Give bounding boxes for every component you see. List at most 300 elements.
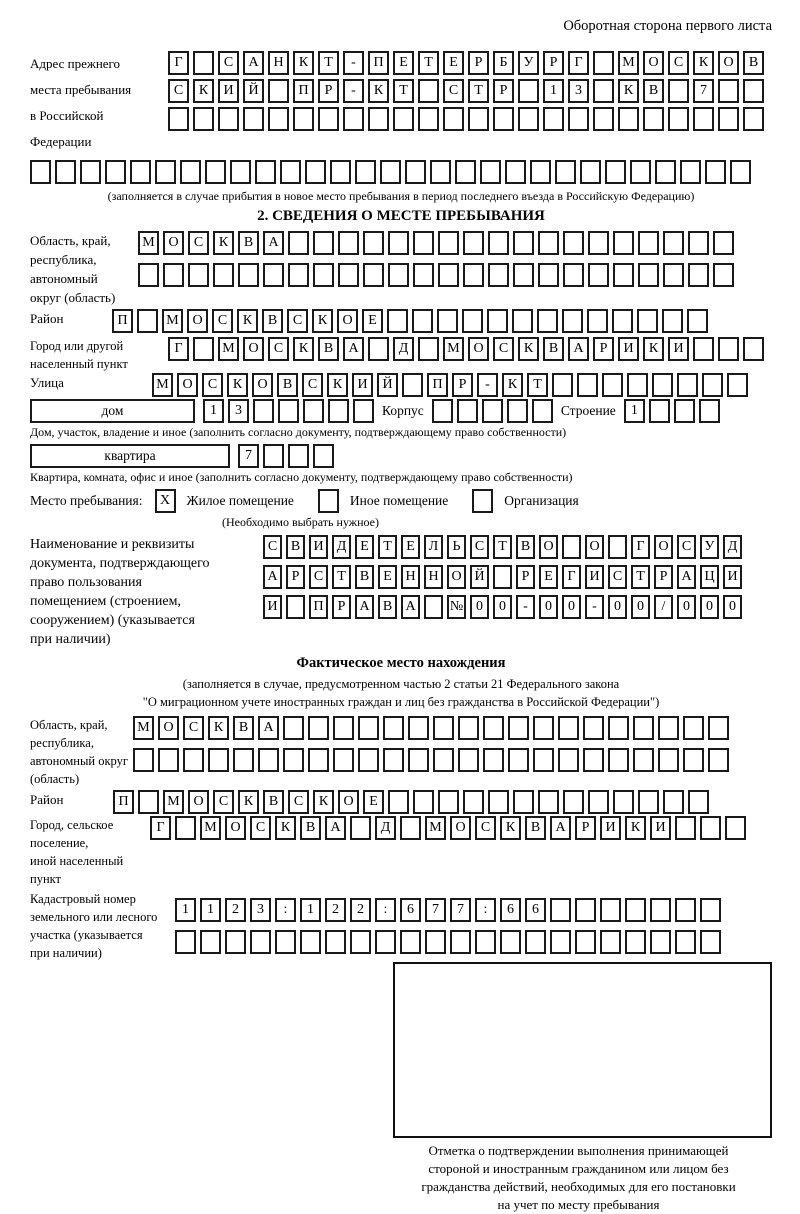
char-cell: О	[225, 816, 246, 840]
char-cell	[225, 930, 246, 954]
char-cell: Ь	[447, 535, 466, 559]
city-field	[30, 337, 772, 373]
char-cell	[643, 107, 664, 131]
apartment-number-row	[238, 444, 334, 468]
char-cell	[255, 160, 276, 184]
char-cell	[627, 373, 648, 397]
char-cell	[175, 930, 196, 954]
char-cell: 0	[700, 595, 719, 619]
region-rows	[138, 231, 734, 287]
char-cell: М	[138, 231, 159, 255]
char-cell	[650, 930, 671, 954]
region-row-1	[138, 231, 734, 255]
label-line: республика,	[30, 736, 94, 750]
char-cell: О	[177, 373, 198, 397]
char-cell: Т	[527, 373, 548, 397]
char-cell: В	[286, 535, 305, 559]
label-line: Адрес прежнего	[30, 56, 121, 71]
label-line: (область)	[30, 772, 80, 786]
char-cell	[663, 790, 684, 814]
char-cell: Д	[375, 816, 396, 840]
char-cell	[513, 231, 534, 255]
char-cell	[688, 231, 709, 255]
char-cell	[688, 790, 709, 814]
stamp-box	[393, 962, 772, 1138]
char-cell	[472, 489, 493, 513]
char-cell	[233, 748, 254, 772]
char-cell: П	[368, 51, 389, 75]
char-cell	[463, 231, 484, 255]
char-cell	[608, 748, 629, 772]
char-cell: /	[654, 595, 673, 619]
char-cell: М	[425, 816, 446, 840]
stamp-note	[385, 1142, 772, 1214]
stay-option-other	[318, 489, 448, 513]
char-cell	[575, 930, 596, 954]
char-cell	[593, 107, 614, 131]
street-field	[30, 373, 772, 397]
char-cell: 6	[400, 898, 421, 922]
char-cell: 0	[539, 595, 558, 619]
char-cell	[743, 79, 764, 103]
char-cell	[700, 898, 721, 922]
label-line: земельного или лесного	[30, 910, 158, 924]
char-cell: П	[112, 309, 133, 333]
apartment-note: Квартира, комната, офис и иное (заполнить согласно документу, подтверждающему право собственности)	[30, 470, 573, 484]
char-cell: В	[743, 51, 764, 75]
char-cell	[668, 79, 689, 103]
char-cell	[55, 160, 76, 184]
char-cell	[138, 790, 159, 814]
char-cell	[562, 309, 583, 333]
char-cell	[218, 107, 239, 131]
stay-type-note: (Необходимо выбрать нужное)	[222, 515, 379, 529]
char-cell	[588, 231, 609, 255]
char-cell	[350, 930, 371, 954]
char-cell: К	[193, 79, 214, 103]
char-cell: А	[550, 816, 571, 840]
char-cell	[368, 107, 389, 131]
char-cell	[537, 309, 558, 333]
prev-address-rows	[168, 51, 764, 131]
char-cell: В	[300, 816, 321, 840]
label-line: право пользования	[30, 575, 142, 590]
char-cell	[508, 748, 529, 772]
char-cell	[418, 107, 439, 131]
char-cell	[308, 716, 329, 740]
char-cell: Г	[150, 816, 171, 840]
apartment-row	[30, 444, 772, 468]
char-cell	[80, 160, 101, 184]
char-cell	[193, 107, 214, 131]
char-cell: 3	[228, 399, 249, 423]
char-cell	[293, 107, 314, 131]
char-cell	[680, 160, 701, 184]
char-cell: С	[608, 565, 627, 589]
char-cell	[649, 399, 670, 423]
char-cell: 7	[450, 898, 471, 922]
label-line: Наименование и реквизиты	[30, 537, 195, 552]
char-cell	[387, 309, 408, 333]
label-line: Город или другой	[30, 339, 124, 353]
char-cell	[575, 898, 596, 922]
char-cell	[358, 716, 379, 740]
char-cell: О	[163, 231, 184, 255]
label-line: помещением (строением,	[30, 594, 181, 609]
char-cell	[625, 930, 646, 954]
char-cell: 1	[200, 898, 221, 922]
char-cell: О	[468, 337, 489, 361]
char-cell	[700, 816, 721, 840]
char-cell: С	[677, 535, 696, 559]
char-cell: О	[243, 337, 264, 361]
char-cell	[300, 930, 321, 954]
char-cell	[677, 373, 698, 397]
char-cell	[683, 748, 704, 772]
char-cell	[413, 231, 434, 255]
char-cell	[718, 79, 739, 103]
char-cell: К	[213, 231, 234, 255]
char-cell	[400, 930, 421, 954]
char-cell	[655, 160, 676, 184]
char-cell	[593, 79, 614, 103]
char-cell: А	[401, 595, 420, 619]
char-cell	[383, 716, 404, 740]
char-cell	[408, 716, 429, 740]
char-cell: К	[238, 790, 259, 814]
char-cell	[675, 816, 696, 840]
char-cell	[388, 790, 409, 814]
char-cell: 1	[543, 79, 564, 103]
char-cell: :	[275, 898, 296, 922]
char-cell: Г	[168, 337, 189, 361]
char-cell	[507, 399, 528, 423]
actual-city-field	[30, 816, 772, 888]
prev-address-row-1	[168, 51, 764, 75]
char-cell	[658, 748, 679, 772]
char-cell: А	[677, 565, 696, 589]
char-cell	[462, 309, 483, 333]
char-cell: К	[275, 816, 296, 840]
char-cell	[633, 716, 654, 740]
region-label	[30, 231, 138, 307]
char-cell	[725, 816, 746, 840]
char-cell	[674, 399, 695, 423]
char-cell	[168, 107, 189, 131]
document-row-1	[263, 535, 742, 559]
char-cell: Г	[562, 565, 581, 589]
char-cell	[330, 160, 351, 184]
char-cell	[493, 107, 514, 131]
char-cell: 0	[562, 595, 581, 619]
char-cell: X	[155, 489, 176, 513]
char-cell	[688, 263, 709, 287]
char-cell: Ц	[700, 565, 719, 589]
actual-city-label	[30, 816, 150, 888]
char-cell	[155, 160, 176, 184]
char-cell: Р	[468, 51, 489, 75]
char-cell	[550, 930, 571, 954]
label-line: Федерации	[30, 134, 92, 149]
char-cell	[393, 107, 414, 131]
label-line: Кадастровый номер	[30, 892, 136, 906]
char-cell: :	[375, 898, 396, 922]
char-cell: К	[208, 716, 229, 740]
char-cell: 0	[608, 595, 627, 619]
char-cell: -	[477, 373, 498, 397]
char-cell	[652, 373, 673, 397]
char-cell	[577, 373, 598, 397]
char-cell: Е	[393, 51, 414, 75]
char-cell: М	[200, 816, 221, 840]
char-cell	[333, 748, 354, 772]
char-cell: -	[516, 595, 535, 619]
char-cell	[288, 263, 309, 287]
char-cell: К	[237, 309, 258, 333]
char-cell: П	[309, 595, 328, 619]
char-cell	[437, 309, 458, 333]
char-cell	[730, 160, 751, 184]
char-cell: К	[293, 51, 314, 75]
char-cell: В	[233, 716, 254, 740]
char-cell	[363, 231, 384, 255]
char-cell: Р	[318, 79, 339, 103]
char-cell	[608, 716, 629, 740]
char-cell	[208, 748, 229, 772]
char-cell	[238, 263, 259, 287]
char-cell: -	[585, 595, 604, 619]
char-cell	[432, 399, 453, 423]
char-cell: Р	[332, 595, 351, 619]
char-cell: И	[218, 79, 239, 103]
char-cell	[425, 930, 446, 954]
label-line: в Российской	[30, 108, 104, 123]
label-line: иной населенный пункт	[30, 854, 124, 886]
char-cell	[538, 263, 559, 287]
char-cell	[253, 399, 274, 423]
char-cell: Д	[332, 535, 351, 559]
label-line: Область, край,	[30, 233, 111, 248]
char-cell	[318, 489, 339, 513]
char-cell	[505, 160, 526, 184]
char-cell	[513, 790, 534, 814]
char-cell	[458, 748, 479, 772]
char-cell: В	[516, 535, 535, 559]
char-cell	[555, 160, 576, 184]
char-cell	[328, 399, 349, 423]
char-cell	[562, 535, 581, 559]
residential-checkbox	[155, 489, 176, 513]
char-cell: С	[202, 373, 223, 397]
char-cell	[275, 930, 296, 954]
label-line: округ (область)	[30, 290, 116, 305]
residential-label: Жилое помещение	[186, 493, 294, 508]
char-cell	[580, 160, 601, 184]
char-cell	[633, 748, 654, 772]
char-cell	[338, 263, 359, 287]
char-cell	[288, 444, 309, 468]
label-line: автономный округ	[30, 754, 128, 768]
cadastral-row-1	[175, 898, 721, 922]
label-line: места пребывания	[30, 82, 132, 97]
char-cell	[518, 107, 539, 131]
char-cell	[568, 107, 589, 131]
char-cell	[463, 790, 484, 814]
label-line: на учет по месту пребывания	[497, 1197, 660, 1212]
char-cell	[538, 790, 559, 814]
other-premises-label: Иное помещение	[349, 493, 449, 508]
char-cell	[727, 373, 748, 397]
city-row	[168, 337, 764, 361]
char-cell	[158, 748, 179, 772]
char-cell: В	[525, 816, 546, 840]
char-cell	[480, 160, 501, 184]
char-cell	[438, 231, 459, 255]
char-cell	[402, 373, 423, 397]
char-cell	[705, 160, 726, 184]
char-cell: С	[263, 535, 282, 559]
char-cell: С	[668, 51, 689, 75]
char-cell: М	[163, 790, 184, 814]
char-cell: 7	[425, 898, 446, 922]
char-cell	[638, 231, 659, 255]
char-cell	[558, 748, 579, 772]
char-cell	[205, 160, 226, 184]
organization-label: Организация	[504, 493, 579, 508]
char-cell	[243, 107, 264, 131]
char-cell	[552, 373, 573, 397]
char-cell: Р	[493, 79, 514, 103]
char-cell	[588, 790, 609, 814]
char-cell	[333, 716, 354, 740]
char-cell: Т	[631, 565, 650, 589]
char-cell	[702, 373, 723, 397]
char-cell: Г	[631, 535, 650, 559]
char-cell: О	[252, 373, 273, 397]
char-cell: Т	[393, 79, 414, 103]
label-line: (заполняется в случае, предусмотренном частью 2 статьи 21 Федерального закона	[182, 677, 620, 691]
char-cell	[583, 716, 604, 740]
char-cell	[487, 309, 508, 333]
char-cell	[488, 231, 509, 255]
char-cell	[550, 898, 571, 922]
char-cell	[443, 107, 464, 131]
region-field	[30, 231, 772, 307]
label-line: при наличии)	[30, 632, 111, 647]
char-cell: В	[378, 595, 397, 619]
char-cell	[400, 816, 421, 840]
char-cell	[563, 231, 584, 255]
char-cell	[605, 160, 626, 184]
char-cell: П	[293, 79, 314, 103]
char-cell	[418, 337, 439, 361]
district-label: Район	[30, 311, 64, 326]
char-cell: М	[218, 337, 239, 361]
char-cell	[563, 263, 584, 287]
char-cell	[583, 748, 604, 772]
char-cell: Л	[424, 535, 443, 559]
back-side-note: Оборотная сторона первого листа	[563, 18, 772, 34]
label-line: при наличии)	[30, 946, 102, 960]
house-row	[30, 399, 772, 423]
char-cell	[193, 51, 214, 75]
char-cell	[450, 930, 471, 954]
document-field	[30, 535, 772, 649]
char-cell: Т	[332, 565, 351, 589]
char-cell	[137, 309, 158, 333]
house-number-row	[203, 399, 374, 423]
char-cell	[663, 263, 684, 287]
char-cell	[183, 748, 204, 772]
char-cell	[180, 160, 201, 184]
char-cell: К	[693, 51, 714, 75]
label-line: гражданства действий, необходимых для его постановки	[421, 1179, 736, 1194]
char-cell	[303, 399, 324, 423]
prev-address-note: (заполняется в случае прибытия в новое место пребывания в период последнего въезда в Российскую Федерацию)	[107, 189, 695, 203]
char-cell	[525, 930, 546, 954]
char-cell: С	[212, 309, 233, 333]
char-cell	[353, 399, 374, 423]
char-cell: Р	[593, 337, 614, 361]
char-cell	[488, 263, 509, 287]
char-cell	[200, 930, 221, 954]
stroenie-row	[624, 399, 720, 423]
char-cell: О	[450, 816, 471, 840]
char-cell	[433, 716, 454, 740]
char-cell: Н	[401, 565, 420, 589]
char-cell	[413, 790, 434, 814]
char-cell	[638, 263, 659, 287]
char-cell	[280, 160, 301, 184]
actual-region-field	[30, 716, 772, 788]
document-row-2	[263, 565, 742, 589]
char-cell: Е	[401, 535, 420, 559]
char-cell: К	[293, 337, 314, 361]
cadastral-field	[30, 890, 772, 962]
char-cell	[308, 748, 329, 772]
house-labelbox: дом	[30, 399, 195, 423]
char-cell: В	[262, 309, 283, 333]
document-rows	[263, 535, 742, 619]
char-cell: Е	[443, 51, 464, 75]
char-cell: 2	[350, 898, 371, 922]
char-cell	[438, 263, 459, 287]
char-cell	[508, 716, 529, 740]
char-cell: Й	[470, 565, 489, 589]
city-label	[30, 337, 168, 373]
char-cell	[563, 790, 584, 814]
char-cell: 0	[631, 595, 650, 619]
char-cell	[600, 930, 621, 954]
street-row	[152, 373, 748, 397]
actual-region-rows	[133, 716, 729, 772]
label-line: Отметка о подтверждении выполнения принимающей	[428, 1143, 729, 1158]
char-cell	[230, 160, 251, 184]
char-cell	[675, 898, 696, 922]
char-cell: Н	[424, 565, 443, 589]
label-line: сооружением) (указывается	[30, 613, 195, 628]
char-cell: Т	[418, 51, 439, 75]
char-cell: В	[263, 790, 284, 814]
region-row-2	[138, 263, 734, 287]
char-cell: Д	[393, 337, 414, 361]
char-cell: 6	[525, 898, 546, 922]
char-cell: -	[343, 51, 364, 75]
char-cell: К	[502, 373, 523, 397]
char-cell: Р	[516, 565, 535, 589]
char-cell	[743, 337, 764, 361]
char-cell: 1	[300, 898, 321, 922]
